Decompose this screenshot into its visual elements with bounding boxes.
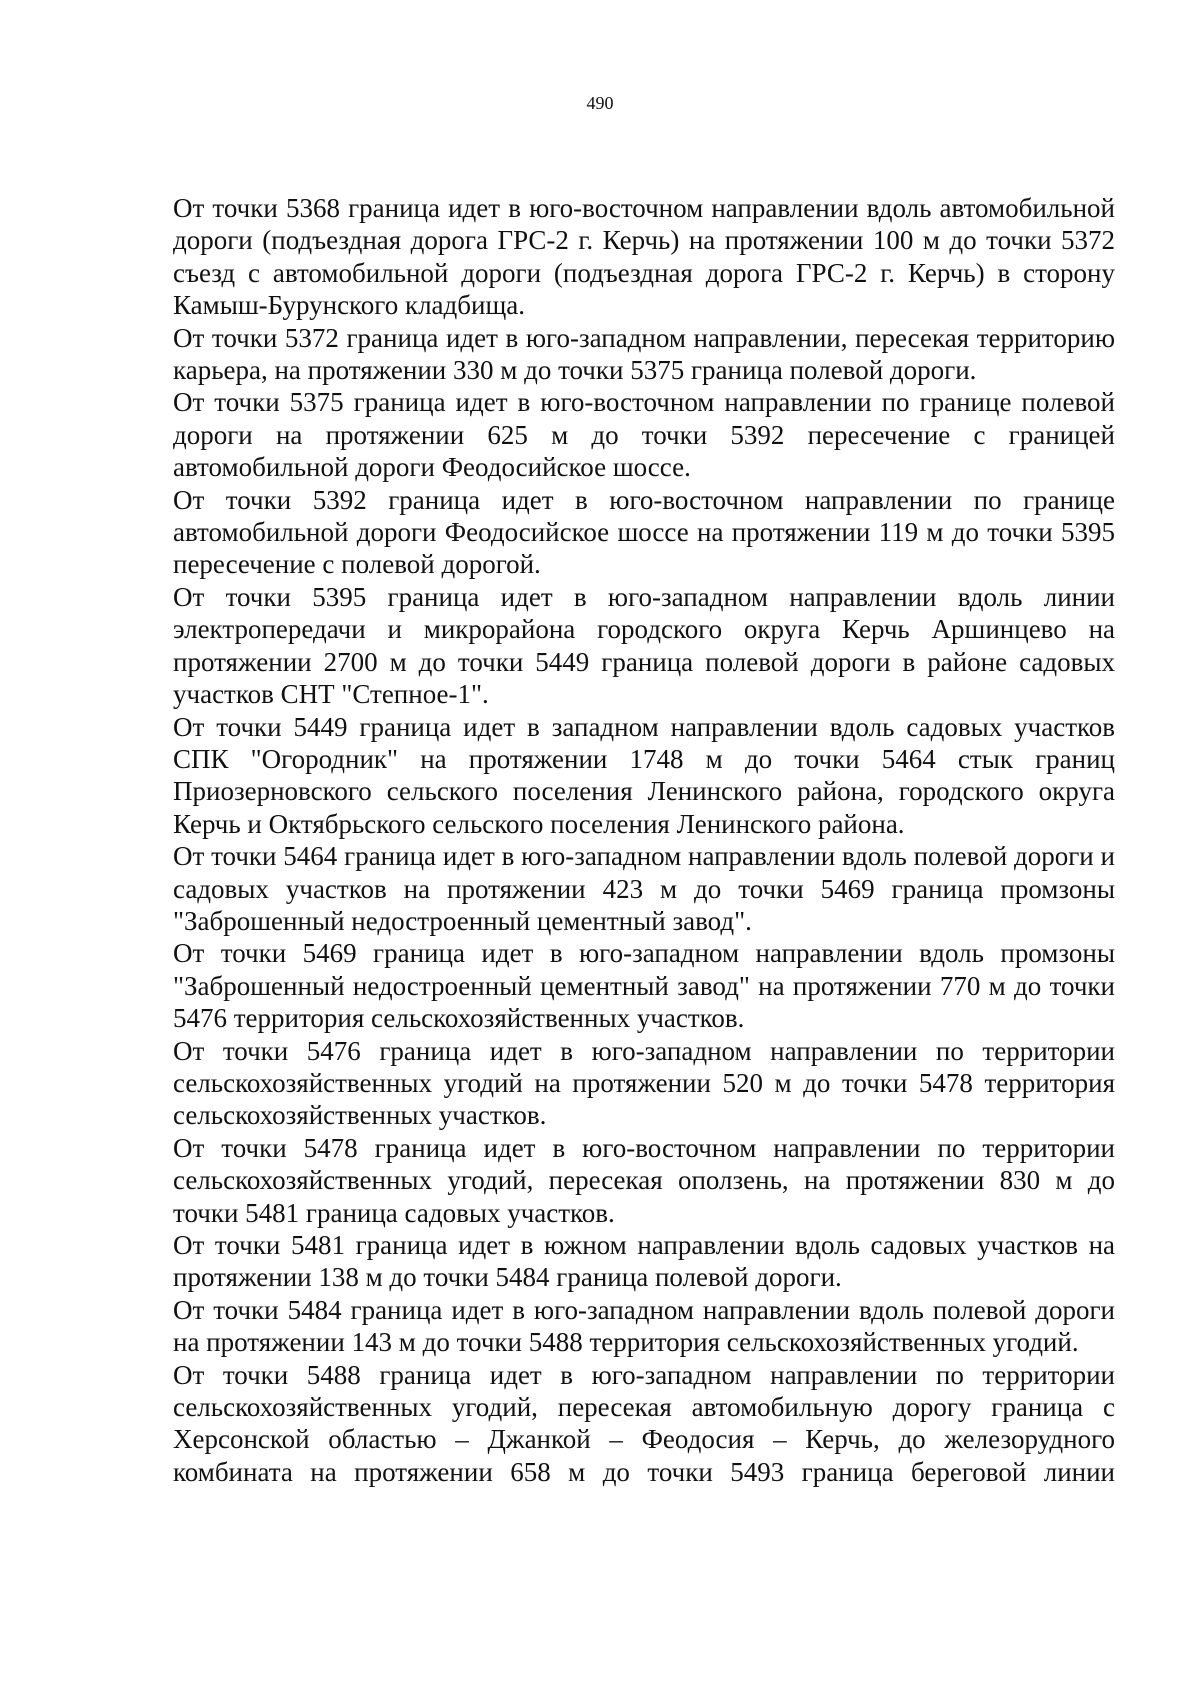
paragraph-5: От точки 5395 граница идет в юго-западном направлении вдоль линии электропередачи и микрорайона городского округа Керчь Аршинцево на протяжении 2700 м до точки 5449 граница полевой дороги в районе садовых участков СНТ "Степное-1". [173, 581, 1115, 710]
paragraph-8: От точки 5469 граница идет в юго-западном направлении вдоль промзоны "Заброшенный недостроенный цементный завод" на протяжении 770 м до точки 5476 территория сельскохозяйственных участков. [173, 938, 1115, 1034]
page-number: 490 [586, 93, 614, 113]
paragraph-1: От точки 5368 граница идет в юго-восточном направлении вдоль автомобильной дороги (подъездная дорога ГРС-2 г. Керчь) на протяжении 100 м до точки 5372 съезд с автомобильной дороги (подъездная дорога ГРС-2 г. Керчь) в сторону Камыш-Бурунского кладбища. [173, 193, 1115, 321]
paragraph-7: От точки 5464 граница идет в юго-западном направлении вдоль полевой дороги и садовых участков на протяжении 423 м до точки 5469 граница промзоны "Заброшенный недостроенный цементный завод". [173, 841, 1115, 936]
paragraph-2: От точки 5372 граница идет в юго-западном направлении, пересекая территорию карьера, на протяжении 330 м до точки 5375 граница полевой дороги. [173, 322, 1115, 386]
paragraph-6: От точки 5449 граница идет в западном направлении вдоль садовых участков СПК "Огородник" на протяжении 1748 м до точки 5464 стык границ Приозерновского сельского поселения Ленинского района, городского округа Керчь и Октябрьского сельского поселения Ленинского района. [173, 711, 1115, 839]
paragraph-10: От точки 5478 граница идет в юго-восточном направлении по территории сельскохозяйственных угодий, пересекая оползень, на протяжении 830 м до точки 5481 граница садовых участков. [173, 1132, 1115, 1228]
paragraph-12: От точки 5484 граница идет в юго-западном направлении вдоль полевой дороги на протяжении 143 м до точки 5488 территория сельскохозяйственных угодий. [173, 1294, 1115, 1358]
paragraph-13: От точки 5488 граница идет в юго-западном направлении по территории сельскохозяйственных угодий, пересекая автомобильную дорогу граница с Херсонской областью – Джанкой – Феодосия – Керчь, до железорудного комбината на протяжении 658 м до точки 5493 граница береговой линии [173, 1359, 1115, 1487]
paragraph-9: От точки 5476 граница идет в юго-западном направлении по территории сельскохозяйственных угодий на протяжении 520 м до точки 5478 территория сельскохозяйственных участков. [173, 1035, 1115, 1131]
paragraph-3: От точки 5375 граница идет в юго-восточном направлении по границе полевой дороги на протяжении 625 м до точки 5392 пересечение с границей автомобильной дороги Феодосийское шоссе. [173, 387, 1115, 483]
document-body [173, 192, 1115, 1488]
paragraph-4: От точки 5392 граница идет в юго-восточном направлении по границе автомобильной дороги Феодосийское шоссе на протяжении 119 м до точки 5395 пересечение с полевой дорогой. [173, 484, 1115, 580]
paragraph-11: От точки 5481 граница идет в южном направлении вдоль садовых участков на протяжении 138 м до точки 5484 граница полевой дороги. [173, 1230, 1115, 1293]
